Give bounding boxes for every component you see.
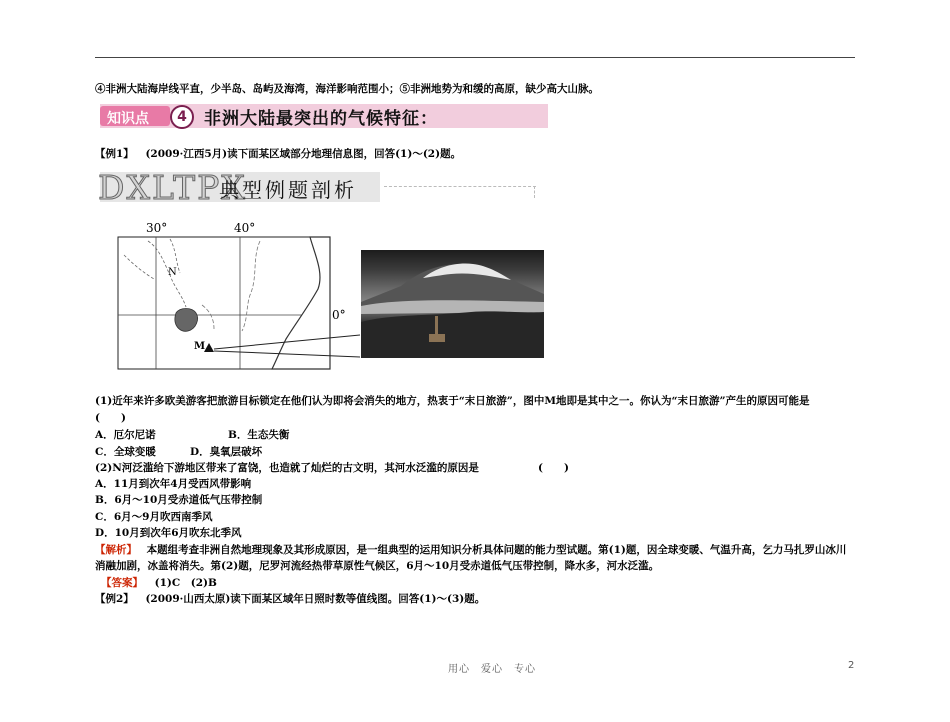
section-banner-dash (384, 186, 536, 187)
q1-bracket: ( ) (95, 412, 126, 424)
region-map (110, 215, 370, 375)
giraffe-body (429, 334, 445, 342)
section-banner-code: DXLTPX (98, 168, 247, 207)
section-banner-tick (534, 186, 535, 198)
analysis-text-1: 本题组考查非洲自然地理现象及其形成原因，是一组典型的运用知识分析具体问题的能力型试题。第(1)题，因全球变暖、气温升高，乞力马扎罗山冰川 (146, 544, 847, 556)
example1-text: (2009·江西5月)读下面某区域部分地理信息图，回答(1)～(2)题。 (145, 148, 462, 160)
example2-text: (2009·山西太原)读下面某区域年日照时数等值线图。回答(1)～(3)题。 (145, 593, 486, 605)
knowledge-point-banner (100, 104, 548, 128)
answer-tag: 【答案】 (101, 577, 143, 589)
knowledge-point-label: 知识点 (107, 111, 149, 127)
lon-30-label: 30° (146, 221, 168, 235)
page-number: 2 (848, 660, 855, 671)
q1-option-d: D．臭氧层破坏 (190, 446, 263, 458)
lon-40-label: 40° (234, 221, 256, 235)
q1-option-a: A．厄尔尼诺 (95, 429, 156, 441)
lat-0-label: 0° (332, 308, 346, 322)
example2-line (95, 592, 485, 606)
q2-option-d: D．10月到次年6月吹东北季风 (95, 527, 242, 539)
example1-line (95, 147, 461, 161)
mountain-photo-art (361, 250, 544, 358)
analysis-tag: 【解析】 (95, 544, 137, 556)
intro-line: ④非洲大陆海岸线平直，少半岛、岛屿及海湾，海洋影响范围小；⑤非洲地势为和缓的高原，缺少高大山脉。 (95, 83, 599, 95)
answer-line (101, 576, 217, 590)
cloud-band (361, 300, 544, 314)
analysis-line-2: 消融加剧，冰盖将消失。第(2)题，尼罗河流经热带草原性气候区，6月～10月受赤道低气压带控制，降水多，河水泛滥。 (95, 560, 660, 572)
q2-option-b: B．6月～10月受赤道低气压带控制 (95, 494, 263, 506)
point-m-label: M (194, 341, 206, 352)
q1-stem: (1)近年来许多欧美游客把旅游目标锁定在他们认为即将会消失的地方，热衷于“末日旅游”，图中M地即是其中之一。你认为“末日旅游”产生的原因可能是 (95, 395, 810, 407)
footer-motto: 用心 爱心 专心 (448, 664, 536, 675)
header-rule (95, 57, 855, 58)
mountain-photo (361, 250, 544, 358)
knowledge-point-title: 非洲大陆最突出的气候特征： (204, 109, 438, 129)
knowledge-point-number: 4 (170, 105, 194, 129)
q2-bracket: ( ) (538, 462, 569, 474)
savanna-ground (361, 311, 544, 358)
knowledge-point-pill (100, 106, 170, 126)
example2-tag: 【例2】 (95, 593, 134, 605)
giraffe-neck (435, 316, 438, 336)
q2-option-c: C．6月～9月吹西南季风 (95, 511, 213, 523)
q2-option-a: A．11月到次年4月受西风带影响 (95, 478, 252, 490)
q1-option-c: C．全球变暖 (95, 446, 156, 458)
q1-option-b: B．生态失衡 (228, 429, 290, 441)
lake (175, 309, 198, 332)
q2-stem: (2)N河泛滥给下游地区带来了富饶，也造就了灿烂的古文明，其河水泛滥的原因是 (95, 462, 479, 474)
analysis-line-1 (95, 543, 846, 557)
river-n-label: N (168, 267, 177, 278)
section-banner-title: 典型例题剖析 (219, 178, 357, 202)
answer-text: (1)C (2)B (154, 577, 217, 589)
example1-tag: 【例1】 (95, 148, 134, 160)
